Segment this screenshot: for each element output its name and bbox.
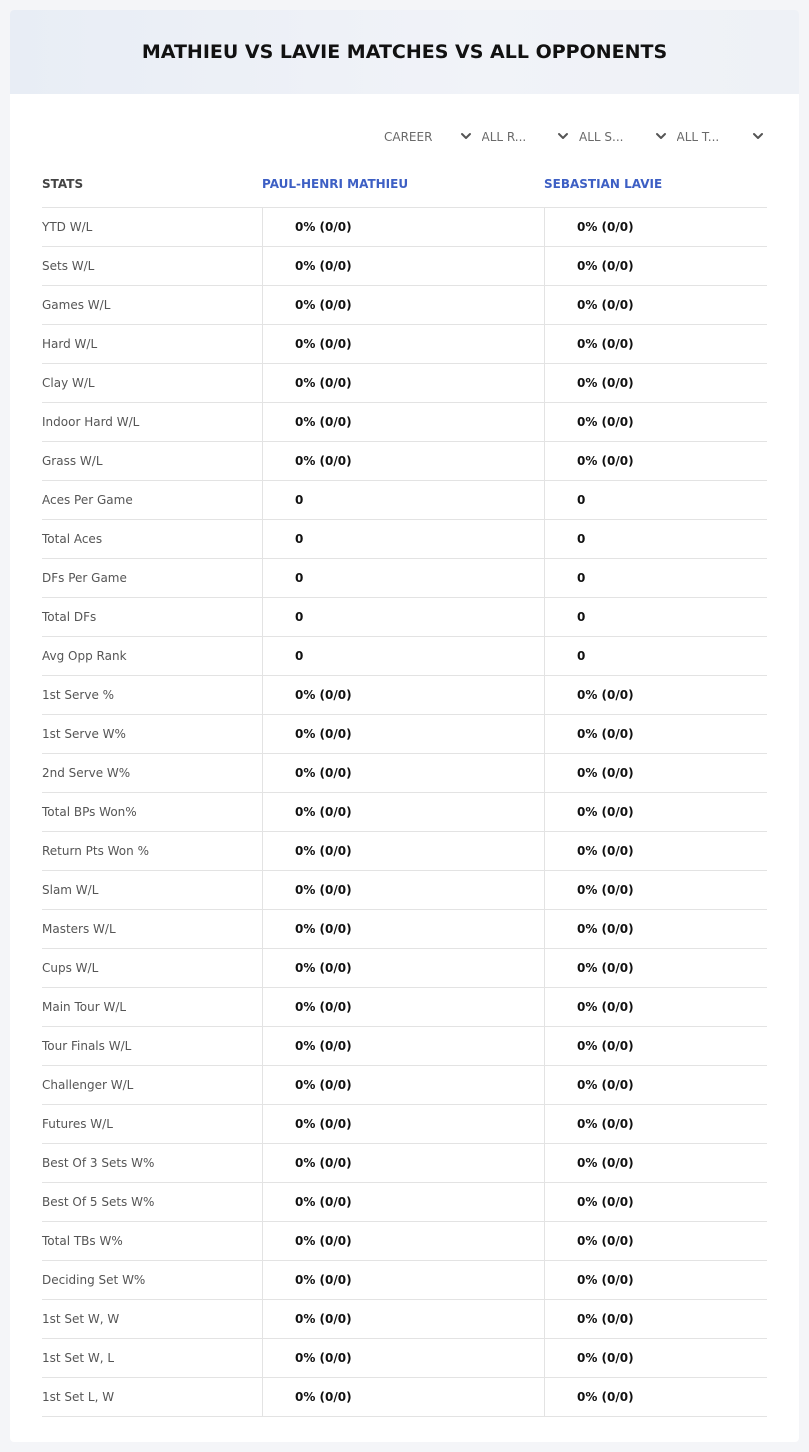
player1-value: 0% (0/0) xyxy=(262,988,544,1026)
stat-label: Total TBs W% xyxy=(42,1234,123,1248)
player2-value: 0% (0/0) xyxy=(544,1261,767,1299)
table-row xyxy=(42,520,767,559)
player2-value: 0% (0/0) xyxy=(544,1066,767,1104)
stat-label: Main Tour W/L xyxy=(42,1000,127,1014)
player2-value: 0% (0/0) xyxy=(544,325,767,363)
stat-label: 2nd Serve W% xyxy=(42,766,131,780)
table-row xyxy=(42,715,767,754)
player1-value: 0 xyxy=(262,520,544,558)
player1-value: 0 xyxy=(262,481,544,519)
table-row xyxy=(42,403,767,442)
stat-label: DFs Per Game xyxy=(42,571,127,585)
stat-label: 1st Set L, W xyxy=(42,1390,115,1404)
stat-label: Indoor Hard W/L xyxy=(42,415,140,429)
player1-value: 0% (0/0) xyxy=(262,325,544,363)
player1-value: 0% (0/0) xyxy=(262,871,544,909)
table-row xyxy=(42,1183,767,1222)
table-row xyxy=(42,364,767,403)
stat-label: 1st Serve % xyxy=(42,688,115,702)
stat-label: 1st Set W, L xyxy=(42,1351,115,1365)
table-row xyxy=(42,910,767,949)
player2-value: 0% (0/0) xyxy=(544,871,767,909)
player2-link[interactable]: SEBASTIAN LAVIE xyxy=(544,176,663,191)
player2-value: 0% (0/0) xyxy=(544,715,767,753)
player2-value: 0% (0/0) xyxy=(544,949,767,987)
table-row xyxy=(42,559,767,598)
chevron-down-icon xyxy=(752,130,764,142)
player2-value: 0% (0/0) xyxy=(544,793,767,831)
table-row xyxy=(42,637,767,676)
player2-value: 0% (0/0) xyxy=(544,403,767,441)
player2-value: 0% (0/0) xyxy=(544,910,767,948)
player2-value: 0% (0/0) xyxy=(544,1183,767,1221)
table-row xyxy=(42,208,767,247)
player1-value: 0% (0/0) xyxy=(262,247,544,285)
table-row xyxy=(42,1222,767,1261)
table-row xyxy=(42,1339,767,1378)
player1-value: 0% (0/0) xyxy=(262,1183,544,1221)
table-row xyxy=(42,1066,767,1105)
stat-label: Deciding Set W% xyxy=(42,1273,146,1287)
table-row xyxy=(42,676,767,715)
table-row xyxy=(42,988,767,1027)
player1-value: 0% (0/0) xyxy=(262,1105,544,1143)
player2-value: 0 xyxy=(544,559,767,597)
player2-value: 0% (0/0) xyxy=(544,676,767,714)
player2-value: 0 xyxy=(544,598,767,636)
table-row xyxy=(42,325,767,364)
player1-value: 0 xyxy=(262,559,544,597)
stat-label: Cups W/L xyxy=(42,961,99,975)
player1-value: 0% (0/0) xyxy=(262,208,544,246)
filter-round-select[interactable] xyxy=(478,127,576,147)
player2-value: 0 xyxy=(544,481,767,519)
chevron-down-icon xyxy=(460,130,472,142)
table-header xyxy=(42,160,767,208)
player2-value: 0 xyxy=(544,520,767,558)
player2-value: 0% (0/0) xyxy=(544,1222,767,1260)
table-row xyxy=(42,793,767,832)
stats-table xyxy=(42,160,767,1417)
player1-value: 0% (0/0) xyxy=(262,754,544,792)
table-row xyxy=(42,442,767,481)
filter-label: ALL T... xyxy=(676,130,720,144)
player1-value: 0% (0/0) xyxy=(262,1222,544,1260)
player2-value: 0% (0/0) xyxy=(544,832,767,870)
table-row xyxy=(42,1378,767,1417)
stat-label: Challenger W/L xyxy=(42,1078,134,1092)
table-row xyxy=(42,754,767,793)
stat-label: Avg Opp Rank xyxy=(42,649,127,663)
stat-label: Futures W/L xyxy=(42,1117,113,1131)
table-row xyxy=(42,832,767,871)
player2-value: 0% (0/0) xyxy=(544,442,767,480)
filter-period-select[interactable] xyxy=(380,127,478,147)
player2-value: 0% (0/0) xyxy=(544,1339,767,1377)
stat-label: Return Pts Won % xyxy=(42,844,149,858)
stat-label: Hard W/L xyxy=(42,337,98,351)
stat-label: Games W/L xyxy=(42,298,111,312)
player1-value: 0% (0/0) xyxy=(262,793,544,831)
player1-value: 0% (0/0) xyxy=(262,1144,544,1182)
player1-value: 0% (0/0) xyxy=(262,910,544,948)
page-title: MATHIEU VS LAVIE MATCHES VS ALL OPPONENTS xyxy=(141,41,668,63)
player2-value: 0% (0/0) xyxy=(544,1300,767,1338)
filter-tournament-select[interactable] xyxy=(673,127,771,147)
stat-label: Aces Per Game xyxy=(42,493,133,507)
player1-value: 0% (0/0) xyxy=(262,364,544,402)
table-row xyxy=(42,1261,767,1300)
stat-label: Best Of 3 Sets W% xyxy=(42,1156,155,1170)
player1-value: 0% (0/0) xyxy=(262,1066,544,1104)
player1-value: 0 xyxy=(262,637,544,675)
table-row xyxy=(42,247,767,286)
stat-label: Slam W/L xyxy=(42,883,99,897)
stat-label: Grass W/L xyxy=(42,454,103,468)
card-header xyxy=(10,10,799,94)
player2-value: 0% (0/0) xyxy=(544,1378,767,1416)
player2-value: 0% (0/0) xyxy=(544,754,767,792)
player1-value: 0% (0/0) xyxy=(262,676,544,714)
player1-value: 0% (0/0) xyxy=(262,1378,544,1416)
table-row xyxy=(42,949,767,988)
stat-label: Best Of 5 Sets W% xyxy=(42,1195,155,1209)
stats-card xyxy=(10,10,799,1442)
table-row xyxy=(42,1105,767,1144)
table-row xyxy=(42,871,767,910)
player1-value: 0% (0/0) xyxy=(262,715,544,753)
stat-label: Total Aces xyxy=(42,532,103,546)
player1-value: 0% (0/0) xyxy=(262,442,544,480)
stat-label: Masters W/L xyxy=(42,922,116,936)
player1-value: 0% (0/0) xyxy=(262,403,544,441)
player2-value: 0% (0/0) xyxy=(544,1105,767,1143)
table-row xyxy=(42,481,767,520)
chevron-down-icon xyxy=(655,130,667,142)
player2-value: 0% (0/0) xyxy=(544,364,767,402)
player2-value: 0% (0/0) xyxy=(544,286,767,324)
chevron-down-icon xyxy=(557,130,569,142)
filter-label: CAREER xyxy=(384,130,433,144)
table-row xyxy=(42,1300,767,1339)
player2-value: 0% (0/0) xyxy=(544,208,767,246)
filter-label: ALL R... xyxy=(481,130,527,144)
stat-label: 1st Serve W% xyxy=(42,727,126,741)
stat-label: Sets W/L xyxy=(42,259,95,273)
player1-value: 0% (0/0) xyxy=(262,1261,544,1299)
stat-label: Total BPs Won% xyxy=(42,805,137,819)
player1-link[interactable]: PAUL-HENRI MATHIEU xyxy=(262,176,409,191)
filter-bar xyxy=(380,127,770,147)
stat-label: Clay W/L xyxy=(42,376,95,390)
stats-column-header: STATS xyxy=(42,176,84,191)
player2-value: 0% (0/0) xyxy=(544,988,767,1026)
filter-surface-select[interactable] xyxy=(575,127,673,147)
player1-value: 0 xyxy=(262,598,544,636)
player2-value: 0 xyxy=(544,637,767,675)
player2-value: 0% (0/0) xyxy=(544,1144,767,1182)
player1-value: 0% (0/0) xyxy=(262,949,544,987)
stat-label: YTD W/L xyxy=(42,220,93,234)
stat-label: Total DFs xyxy=(42,610,97,624)
player1-value: 0% (0/0) xyxy=(262,1339,544,1377)
player1-value: 0% (0/0) xyxy=(262,1300,544,1338)
table-body xyxy=(42,208,767,1417)
table-row xyxy=(42,1144,767,1183)
table-row xyxy=(42,1027,767,1066)
player2-value: 0% (0/0) xyxy=(544,247,767,285)
stat-label: Tour Finals W/L xyxy=(42,1039,132,1053)
player1-value: 0% (0/0) xyxy=(262,286,544,324)
player2-value: 0% (0/0) xyxy=(544,1027,767,1065)
table-row xyxy=(42,598,767,637)
player1-value: 0% (0/0) xyxy=(262,832,544,870)
filter-label: ALL S... xyxy=(579,130,624,144)
stat-label: 1st Set W, W xyxy=(42,1312,120,1326)
player1-value: 0% (0/0) xyxy=(262,1027,544,1065)
table-row xyxy=(42,286,767,325)
